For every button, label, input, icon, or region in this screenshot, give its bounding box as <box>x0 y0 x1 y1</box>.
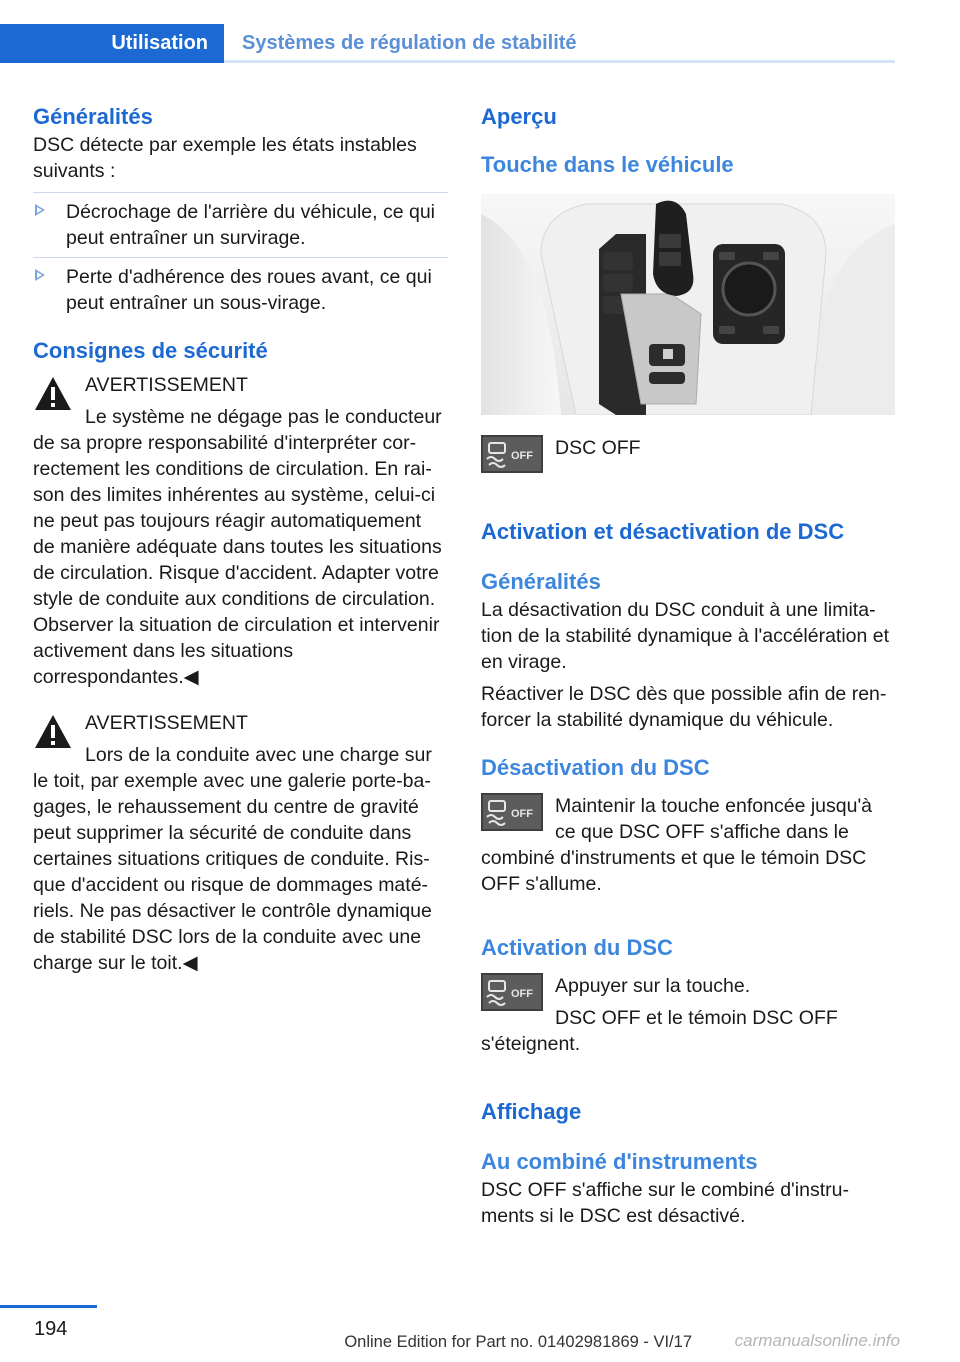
page-header <box>0 0 960 64</box>
generalites-intro: DSC détecte par exemple les états instables suivants : <box>33 134 417 182</box>
desactivation-row <box>481 793 895 897</box>
center-console-photo <box>481 194 895 415</box>
combine-text: DSC OFF s'affiche sur le combiné d'instruments si le DSC est désactivé. <box>481 1179 849 1227</box>
footer-accent-line <box>0 1305 97 1308</box>
desactivation-text: Maintenir la touche enfoncée jusqu'à ce que DSC OFF s'affiche dans le combiné d'instruments et que le témoin DSC OFF s'allume. <box>481 795 873 895</box>
activation-row <box>481 973 895 1057</box>
desactivation-heading: Désactivation du DSC <box>481 755 710 780</box>
apercu-heading: Aperçu <box>481 104 557 129</box>
section-tab[interactable]: Utilisation <box>0 24 224 63</box>
bullet-list <box>33 192 448 322</box>
center-console-illustration <box>481 194 895 415</box>
dsc-off-icon[interactable] <box>481 435 543 473</box>
warning-triangle-icon <box>33 374 73 414</box>
list-item: Décrochage de l'arrière du véhicule, ce qui peut entraîner un survirage. <box>33 192 448 257</box>
bullet-triangle-icon <box>35 269 45 281</box>
touche-heading: Touche dans le véhicule <box>481 152 734 177</box>
warning-triangle-icon <box>33 712 73 752</box>
affichage-heading: Affichage <box>481 1099 582 1124</box>
list-item: Perte d'adhérence des roues avant, ce qui peut entraîner un sous-virage. <box>33 257 448 322</box>
watermark: carmanualsonline.info <box>734 1331 900 1350</box>
warning-title: AVERTISSEMENT <box>85 712 248 734</box>
generalites-heading: Généralités <box>33 104 153 129</box>
activation-heading: Activation et désactivation de DSC <box>481 519 845 544</box>
page-number: 194 <box>34 1318 68 1340</box>
generalites-paragraph-1: La désactivation du DSC conduit à une limitation de la stabilité dynamique à l'accélération et en virage. <box>481 599 890 673</box>
header-divider <box>224 60 895 63</box>
svg-text:OFF: OFF <box>511 450 533 462</box>
warning-text: Le système ne dégage pas le conducteur de sa propre responsabilité d'interpréter correctement les conditions de circulation. En raison des limites inhérentes au système, celui-ci ne peut pas toujours réagir automatiquement de manière adéquate dans toutes les situations de circulation. Risque d'accident. Adapter votre style de conduite aux conditions de circulation. Observer la situation de circulation et intervenir activement dans les situations correspondantes.◀ <box>33 406 442 688</box>
dsc-off-icon[interactable] <box>481 973 543 1011</box>
activation-dsc-heading: Activation du DSC <box>481 935 673 960</box>
warning-block-1 <box>33 372 448 690</box>
dsc-off-icon[interactable] <box>481 793 543 831</box>
generalites-paragraph-2: Réactiver le DSC dès que possible afin de renforcer la stabilité dynamique du véhicule. <box>481 683 887 731</box>
svg-text:OFF: OFF <box>511 988 533 1000</box>
dsc-off-row <box>481 435 895 473</box>
generalites-subheading: Généralités <box>481 569 601 594</box>
warning-title: AVERTISSEMENT <box>85 374 248 396</box>
warning-text: Lors de la conduite avec une charge sur le toit, par exemple avec une galerie porte-bagages, le rehaussement du centre de gravité peut supprimer la sécurité de conduite dans certaines situations critiques de conduite. Risque d'accident ou risque de dommages matériels. Ne pas désactiver le contrôle dynamique de stabilité DSC lors de la conduite avec une charge sur le toit.◀ <box>33 744 432 974</box>
right-column <box>481 100 895 1229</box>
edition-note: Online Edition for Part no. 01402981869 - VI/17 <box>344 1333 692 1351</box>
bullet-triangle-icon <box>35 204 45 216</box>
activation-dsc-p1: Appuyer sur la touche. <box>555 975 751 997</box>
combine-heading: Au combiné d'instruments <box>481 1149 758 1174</box>
warning-block-2 <box>33 710 448 976</box>
svg-text:OFF: OFF <box>511 808 533 820</box>
activation-dsc-p2: DSC OFF et le témoin DSC OFF s'éteignent. <box>481 1007 838 1055</box>
consignes-heading: Consignes de sécurité <box>33 338 268 363</box>
chapter-title[interactable]: Systèmes de régulation de stabilité <box>242 32 577 54</box>
left-column <box>33 100 448 976</box>
dsc-off-label: DSC OFF <box>555 437 641 459</box>
